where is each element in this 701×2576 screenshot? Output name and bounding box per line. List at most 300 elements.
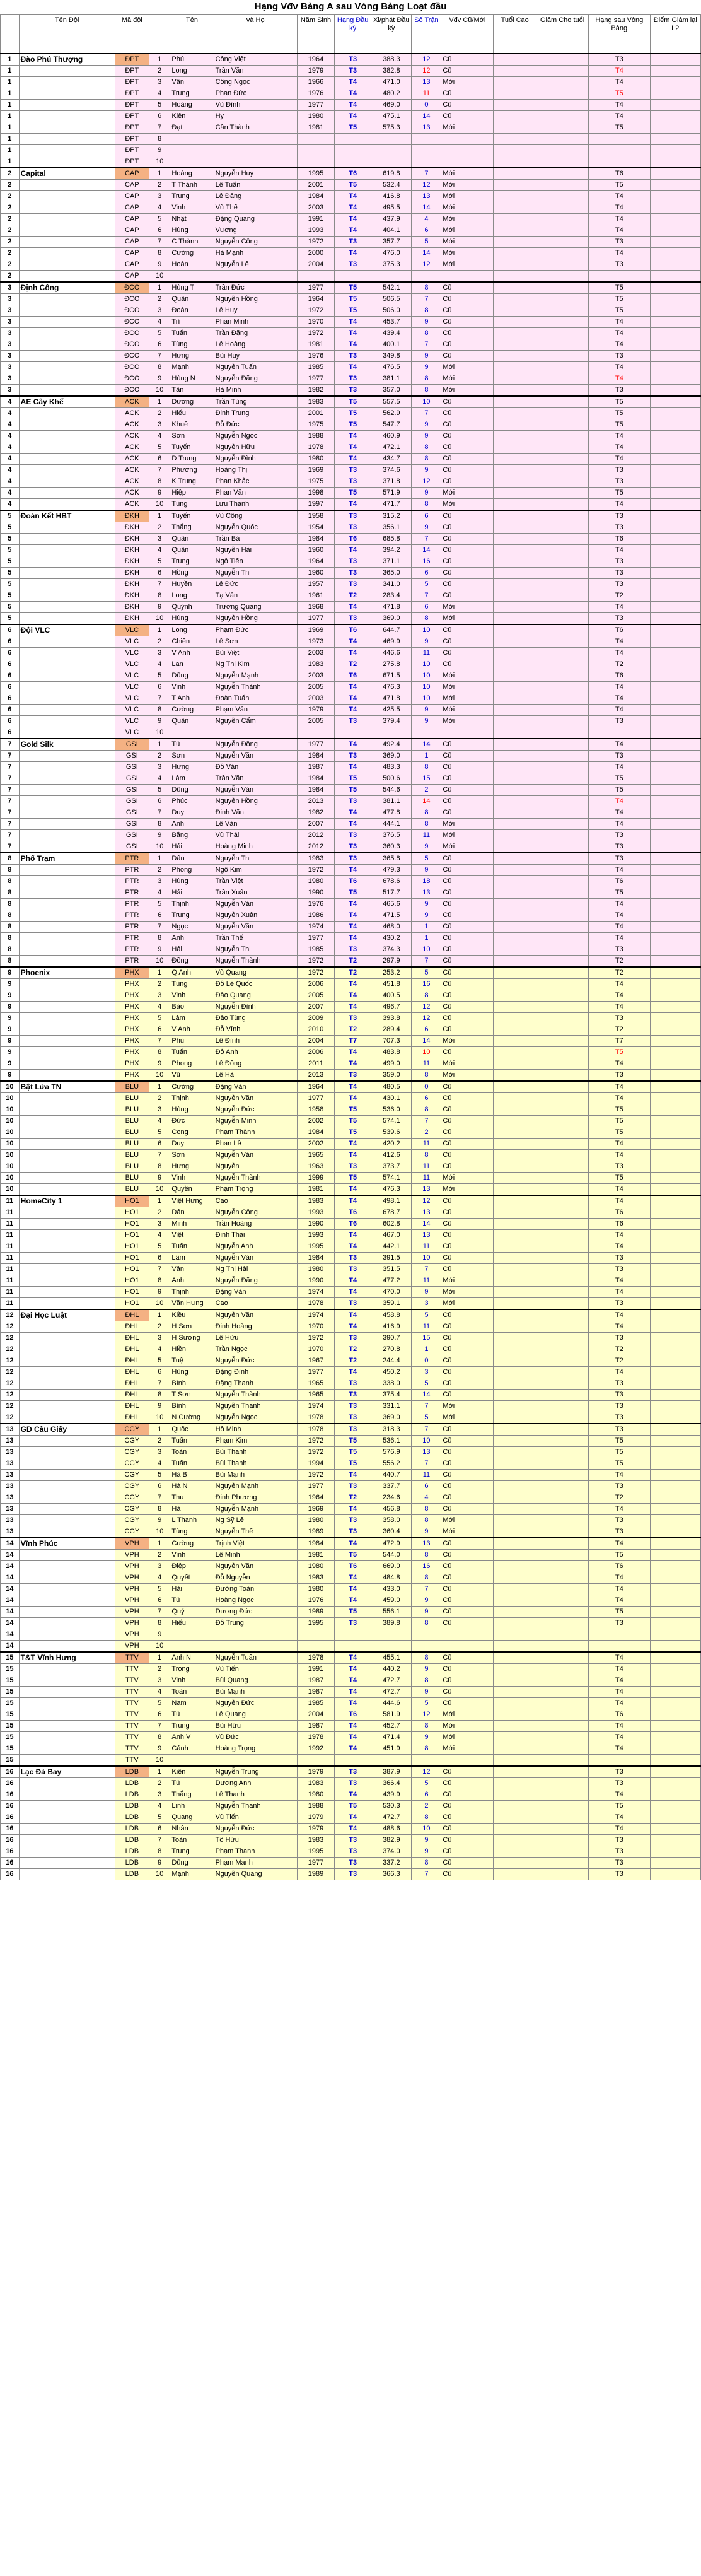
player-index: 7 (149, 237, 170, 248)
team-number: 16 (1, 1869, 20, 1880)
age-reduction (536, 1161, 589, 1173)
birth-year: 1979 (297, 1824, 334, 1835)
rank-after-group: T2 (588, 956, 650, 968)
player-status: Cũ (441, 1698, 494, 1709)
player-name: Tuấn (170, 1458, 214, 1470)
player-status: Cũ (441, 88, 494, 100)
player-name: Hiệp (170, 488, 214, 499)
start-points (371, 134, 412, 145)
team-name (19, 1789, 115, 1801)
table-row (1, 1755, 701, 1767)
player-surname: Ngô Kim (214, 865, 297, 876)
start-points: 475.1 (371, 111, 412, 122)
team-code: CGY (115, 1470, 149, 1481)
age-bonus (494, 762, 536, 773)
team-name (19, 1047, 115, 1058)
age-reduction (536, 556, 589, 568)
player-name: Kiều (170, 1309, 214, 1321)
start-rank: T5 (335, 488, 371, 499)
age-bonus (494, 1550, 536, 1561)
player-status: Cũ (441, 111, 494, 122)
player-status: Cũ (441, 1253, 494, 1264)
player-status: Mới (441, 1743, 494, 1755)
player-index: 4 (149, 1801, 170, 1812)
start-rank: T4 (335, 1675, 371, 1687)
player-status (441, 145, 494, 156)
player-index: 7 (149, 1378, 170, 1390)
age-bonus (494, 1036, 536, 1047)
player-surname: Nguyễn Quang (214, 1869, 297, 1880)
start-rank: T4 (335, 317, 371, 328)
birth-year: 1985 (297, 1698, 334, 1709)
birth-year: 1982 (297, 385, 334, 397)
start-points: 472.7 (371, 1675, 412, 1687)
player-surname: Đỗ Đức (214, 419, 297, 431)
team-number: 16 (1, 1789, 20, 1801)
player-name: Dũng (170, 785, 214, 796)
player-status: Cũ (441, 944, 494, 956)
player-name: Tuấn (170, 1047, 214, 1058)
player-status: Cũ (441, 1824, 494, 1835)
player-index: 7 (149, 1607, 170, 1618)
header-points: Xi/phát Đầu kỳ (371, 15, 412, 54)
player-surname: Đặng Văn (214, 1287, 297, 1298)
games-played: 11 (412, 1058, 441, 1070)
team-code: BLU (115, 1184, 149, 1196)
team-name (19, 1287, 115, 1298)
start-points: 471.8 (371, 693, 412, 705)
rank-after-group: T4 (588, 1321, 650, 1333)
table-row (1, 1789, 701, 1801)
team-code: VLC (115, 636, 149, 648)
player-surname: Hoàng Ngọc (214, 1595, 297, 1607)
start-rank: T4 (335, 1504, 371, 1515)
player-status: Cũ (441, 762, 494, 773)
team-name (19, 1812, 115, 1824)
team-name (19, 1835, 115, 1846)
team-name (19, 499, 115, 511)
team-number: 6 (1, 624, 20, 636)
player-name: Hùng T (170, 282, 214, 294)
games-played: 9 (412, 522, 441, 534)
player-surname: Nguyễn Thanh (214, 1801, 297, 1812)
team-code: BLU (115, 1139, 149, 1150)
player-index: 7 (149, 693, 170, 705)
player-name: Bảo (170, 1002, 214, 1013)
start-rank: T4 (335, 545, 371, 556)
player-surname: Nguyễn Thị (214, 853, 297, 865)
rank-after-group: T4 (588, 636, 650, 648)
games-played: 8 (412, 1550, 441, 1561)
points-reduction (650, 1550, 700, 1561)
points-reduction (650, 1572, 700, 1584)
team-code: PTR (115, 944, 149, 956)
games-played: 7 (412, 339, 441, 351)
start-points: 358.0 (371, 1515, 412, 1526)
team-number: 1 (1, 66, 20, 77)
age-bonus (494, 1721, 536, 1732)
age-reduction (536, 659, 589, 670)
start-rank: T4 (335, 225, 371, 237)
age-bonus (494, 568, 536, 579)
rank-after-group: T4 (588, 807, 650, 819)
team-name (19, 328, 115, 339)
team-number: 10 (1, 1081, 20, 1093)
points-reduction (650, 191, 700, 202)
rank-after-group: T6 (588, 1561, 650, 1572)
team-code: GSI (115, 739, 149, 751)
player-name: Mạnh (170, 362, 214, 373)
birth-year: 1987 (297, 1675, 334, 1687)
player-status: Cũ (441, 1241, 494, 1253)
player-surname: Nguyễn Văn (214, 785, 297, 796)
player-name: N Cường (170, 1412, 214, 1424)
player-index: 7 (149, 1835, 170, 1846)
player-surname: Đỗ Nguyễn (214, 1572, 297, 1584)
start-rank: T4 (335, 602, 371, 613)
points-reduction (650, 454, 700, 465)
player-index: 8 (149, 705, 170, 716)
start-rank: T6 (335, 670, 371, 682)
player-surname: Nguyễn Văn (214, 1309, 297, 1321)
start-points: 365.0 (371, 568, 412, 579)
start-rank: T3 (335, 1424, 371, 1436)
table-row (1, 910, 701, 922)
team-number: 3 (1, 362, 20, 373)
player-name: Long (170, 66, 214, 77)
team-code: ĐKH (115, 510, 149, 522)
player-index: 9 (149, 488, 170, 499)
birth-year: 1973 (297, 636, 334, 648)
team-name (19, 865, 115, 876)
start-rank: T6 (335, 168, 371, 180)
team-name (19, 122, 115, 134)
player-surname: Trịnh Việt (214, 1538, 297, 1550)
games-played: 12 (412, 1195, 441, 1207)
player-status: Cũ (441, 1492, 494, 1504)
team-name (19, 956, 115, 968)
team-name (19, 545, 115, 556)
team-number: 8 (1, 956, 20, 968)
start-rank: T3 (335, 568, 371, 579)
table-row (1, 922, 701, 933)
team-number: 3 (1, 373, 20, 385)
games-played: 9 (412, 865, 441, 876)
games-played: 7 (412, 1264, 441, 1275)
start-rank: T4 (335, 1058, 371, 1070)
games-played: 9 (412, 419, 441, 431)
rank-after-group: T4 (588, 214, 650, 225)
player-surname: Nguyễn Văn (214, 1561, 297, 1572)
team-code: PHX (115, 1047, 149, 1058)
age-reduction (536, 796, 589, 807)
team-code: LDB (115, 1835, 149, 1846)
player-index: 8 (149, 1161, 170, 1173)
table-row (1, 1173, 701, 1184)
player-status: Cũ (441, 1572, 494, 1584)
table-row (1, 282, 701, 294)
table-row (1, 88, 701, 100)
table-row (1, 373, 701, 385)
rank-after-group: T4 (588, 1721, 650, 1732)
team-code: ĐCO (115, 339, 149, 351)
player-status: Cũ (441, 522, 494, 534)
start-points: 390.7 (371, 1333, 412, 1344)
table-row (1, 1675, 701, 1687)
player-name: Trung (170, 191, 214, 202)
team-number: 14 (1, 1584, 20, 1595)
games-played: 6 (412, 602, 441, 613)
team-name (19, 670, 115, 682)
start-rank: T4 (335, 1572, 371, 1584)
points-reduction (650, 1641, 700, 1653)
table-row (1, 1812, 701, 1824)
player-index: 3 (149, 1561, 170, 1572)
start-rank: T5 (335, 1127, 371, 1139)
table-row (1, 1161, 701, 1173)
player-status: Cũ (441, 1195, 494, 1207)
age-bonus (494, 1766, 536, 1778)
player-status: Cũ (441, 659, 494, 670)
age-bonus (494, 271, 536, 283)
table-row (1, 1275, 701, 1287)
player-index: 6 (149, 1139, 170, 1150)
age-reduction (536, 751, 589, 762)
player-status: Mới (441, 488, 494, 499)
table-row (1, 1801, 701, 1812)
start-points: 581.9 (371, 1709, 412, 1721)
points-reduction (650, 636, 700, 648)
team-code: LDB (115, 1766, 149, 1778)
age-reduction (536, 1116, 589, 1127)
games-played: 2 (412, 1127, 441, 1139)
player-status: Cũ (441, 1458, 494, 1470)
birth-year: 1976 (297, 88, 334, 100)
rank-after-group: T4 (588, 1698, 650, 1709)
birth-year: 2003 (297, 670, 334, 682)
player-name: Hà (170, 1504, 214, 1515)
player-name: Vân (170, 77, 214, 88)
player-status: Cũ (441, 1561, 494, 1572)
age-bonus (494, 1127, 536, 1139)
points-reduction (650, 1778, 700, 1789)
table-row (1, 819, 701, 830)
team-name (19, 1778, 115, 1789)
player-name: Trung (170, 556, 214, 568)
start-points: 244.4 (371, 1355, 412, 1367)
rank-after-group: T3 (588, 1515, 650, 1526)
player-surname: Lê Đăng (214, 191, 297, 202)
player-index: 10 (149, 613, 170, 625)
player-name: Hà N (170, 1481, 214, 1492)
rank-after-group: T3 (588, 1835, 650, 1846)
team-code: ĐHL (115, 1367, 149, 1378)
player-status: Mới (441, 122, 494, 134)
team-name (19, 1321, 115, 1333)
points-reduction (650, 510, 700, 522)
games-played: 10 (412, 1047, 441, 1058)
rank-after-group: T4 (588, 100, 650, 111)
rank-after-group: T3 (588, 1766, 650, 1778)
age-bonus (494, 1093, 536, 1104)
player-surname: Lê Quang (214, 1709, 297, 1721)
rank-after-group: T5 (588, 88, 650, 100)
team-name (19, 1801, 115, 1812)
birth-year: 1987 (297, 762, 334, 773)
start-rank: T3 (335, 237, 371, 248)
points-reduction (650, 1492, 700, 1504)
table-row (1, 624, 701, 636)
team-code: ĐKH (115, 534, 149, 545)
player-name: Hoàng (170, 168, 214, 180)
birth-year: 1978 (297, 1298, 334, 1310)
games-played: 8 (412, 1812, 441, 1824)
birth-year: 2006 (297, 979, 334, 990)
age-bonus (494, 1104, 536, 1116)
age-reduction (536, 1721, 589, 1732)
team-name (19, 88, 115, 100)
rank-after-group: T4 (588, 339, 650, 351)
points-reduction (650, 705, 700, 716)
team-name (19, 1127, 115, 1139)
age-reduction (536, 282, 589, 294)
age-reduction (536, 522, 589, 534)
team-number: 2 (1, 248, 20, 259)
games-played: 8 (412, 613, 441, 625)
start-rank: T3 (335, 1778, 371, 1789)
player-name: Anh N (170, 1652, 214, 1664)
player-surname: Hy (214, 111, 297, 122)
team-code: PHX (115, 1070, 149, 1082)
player-surname: Nguyễn Thành (214, 1390, 297, 1401)
start-points: 283.4 (371, 590, 412, 602)
birth-year: 1984 (297, 1253, 334, 1264)
rank-after-group: T6 (588, 1709, 650, 1721)
rank-after-group: T4 (588, 819, 650, 830)
player-surname: Bùi Hữu (214, 1721, 297, 1732)
player-status: Cũ (441, 1869, 494, 1880)
table-row (1, 1184, 701, 1196)
team-name (19, 237, 115, 248)
player-name: Trung (170, 910, 214, 922)
birth-year: 1985 (297, 944, 334, 956)
team-code: ĐKH (115, 556, 149, 568)
player-status: Cũ (441, 396, 494, 408)
birth-year: 1980 (297, 1584, 334, 1595)
team-number: 2 (1, 180, 20, 191)
player-index: 3 (149, 1333, 170, 1344)
age-bonus (494, 785, 536, 796)
player-name: Ngọc (170, 922, 214, 933)
team-name: Phố Trạm (19, 853, 115, 865)
points-reduction (650, 214, 700, 225)
birth-year: 1977 (297, 933, 334, 944)
header-age-reduce: Giảm Cho tuổi (536, 15, 589, 54)
player-surname: Phạm Trọng (214, 1184, 297, 1196)
start-points: 500.6 (371, 773, 412, 785)
player-name: Anh (170, 933, 214, 944)
player-index: 9 (149, 830, 170, 841)
player-status: Cũ (441, 990, 494, 1002)
rank-after-group: T5 (588, 1447, 650, 1458)
player-index: 6 (149, 682, 170, 693)
player-index: 9 (149, 1401, 170, 1412)
start-rank: T4 (335, 1698, 371, 1709)
header-age: Tuổi Cao (494, 15, 536, 54)
player-status: Cũ (441, 476, 494, 488)
start-rank: T5 (335, 1550, 371, 1561)
table-row (1, 1127, 701, 1139)
player-index: 5 (149, 556, 170, 568)
team-number: 8 (1, 910, 20, 922)
birth-year: 1977 (297, 373, 334, 385)
player-index: 2 (149, 865, 170, 876)
games-played: 8 (412, 1150, 441, 1161)
player-status: Cũ (441, 1355, 494, 1367)
player-surname (214, 1629, 297, 1641)
player-status: Cũ (441, 1367, 494, 1378)
team-code: HO1 (115, 1219, 149, 1230)
points-reduction (650, 1333, 700, 1344)
player-surname: Nguyễn Thị (214, 944, 297, 956)
games-played: 10 (412, 944, 441, 956)
games-played: 9 (412, 351, 441, 362)
player-index: 2 (149, 751, 170, 762)
player-index: 1 (149, 1538, 170, 1550)
player-surname (214, 156, 297, 168)
rank-after-group: T4 (588, 1287, 650, 1298)
games-played (412, 271, 441, 283)
player-surname: Nguyễn Đức (214, 1355, 297, 1367)
birth-year: 1976 (297, 1595, 334, 1607)
games-played: 1 (412, 933, 441, 944)
table-row (1, 111, 701, 122)
player-status (441, 1755, 494, 1767)
points-reduction (650, 933, 700, 944)
player-surname: Phạm Thanh (214, 1846, 297, 1858)
team-code: ĐHL (115, 1321, 149, 1333)
player-surname: Đỗ Vĩnh (214, 1024, 297, 1036)
player-name: D Trung (170, 454, 214, 465)
player-name: Vũ (170, 1070, 214, 1082)
birth-year: 1985 (297, 362, 334, 373)
start-points: 517.7 (371, 887, 412, 899)
start-rank: T3 (335, 1618, 371, 1629)
points-reduction (650, 1629, 700, 1641)
rank-after-group (588, 1755, 650, 1767)
birth-year: 1960 (297, 568, 334, 579)
team-name (19, 602, 115, 613)
team-code: VLC (115, 716, 149, 727)
team-name (19, 876, 115, 887)
player-surname: Bùi Quang (214, 1675, 297, 1687)
birth-year: 2007 (297, 1002, 334, 1013)
birth-year: 2005 (297, 716, 334, 727)
points-reduction (650, 590, 700, 602)
start-points: 440.2 (371, 1664, 412, 1675)
team-name (19, 431, 115, 442)
player-index: 10 (149, 1070, 170, 1082)
player-status: Cũ (441, 1618, 494, 1629)
table-row (1, 1641, 701, 1653)
birth-year: 1978 (297, 1412, 334, 1424)
age-bonus (494, 1013, 536, 1024)
age-reduction (536, 1436, 589, 1447)
age-bonus (494, 545, 536, 556)
player-index: 1 (149, 739, 170, 751)
team-number: 11 (1, 1195, 20, 1207)
games-played: 9 (412, 1664, 441, 1675)
